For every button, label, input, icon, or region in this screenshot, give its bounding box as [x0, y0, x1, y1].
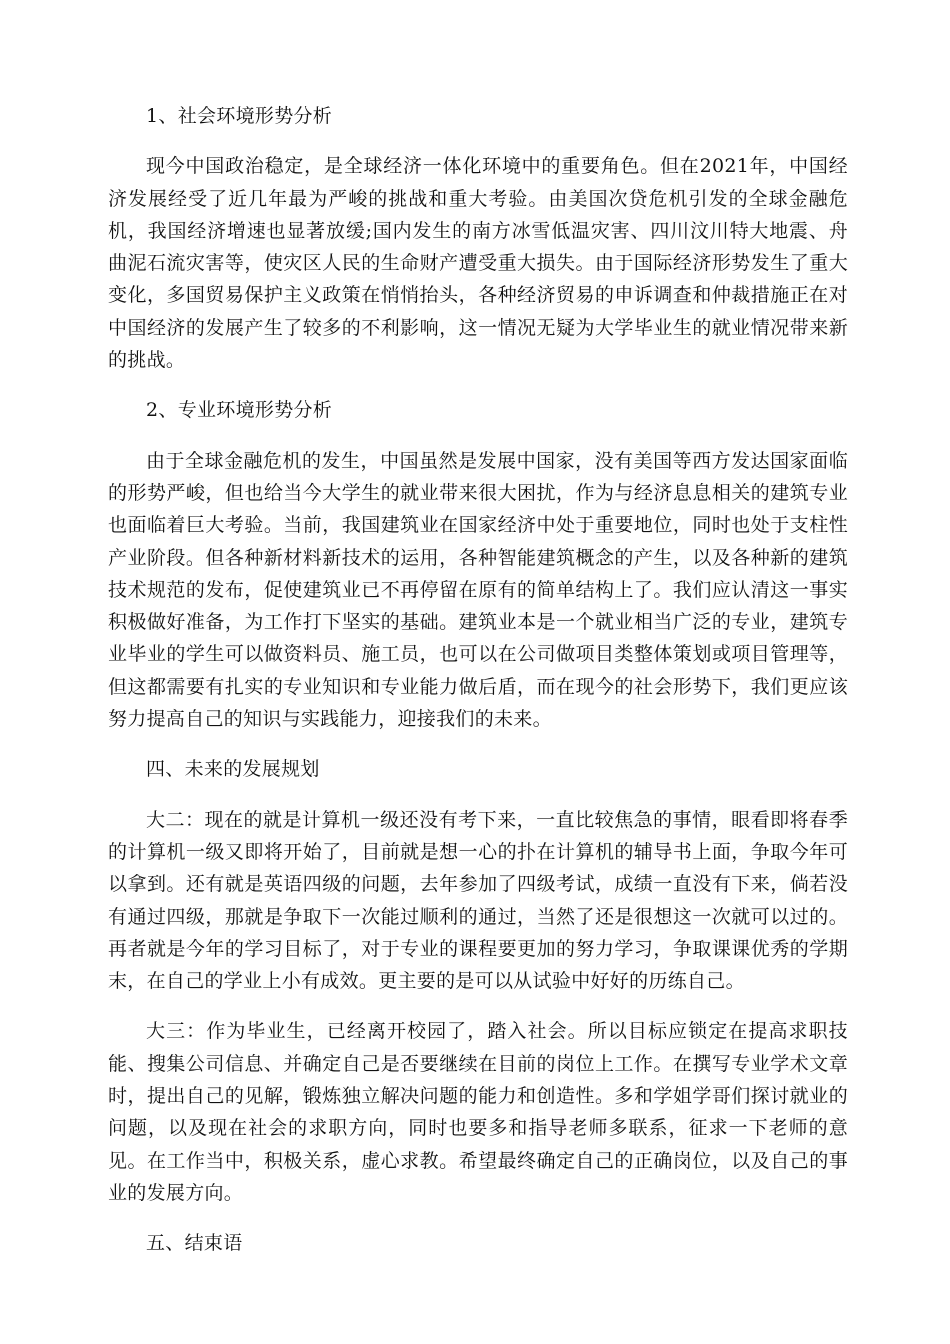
- section-heading-professional-environment: 2、专业环境形势分析: [146, 399, 333, 422]
- document-body: [108, 100, 848, 1278]
- paragraph-sophomore-plan: 大二：现在的就是计算机一级还没有考下来，一直比较焦急的事情，眼看即将春季的计算机一级又即将开始了，目前就是想一心的扑在计算机的辅导书上面，争取今年可以拿到。还有就是英语四级的问题，去年参加了四级考试，成绩一直没有下来，倘若没有通过四级，那就是争取下一次能过顺利的通过，当然了还是很想这一次就可以过的。再者就是今年的学习目标了，对于专业的课程要更加的努力学习，争取课课优秀的学期末，在自己的学业上小有成效。更主要的是可以从试验中好好的历练自己。: [108, 808, 848, 993]
- paragraph-professional-environment: 由于全球金融危机的发生，中国虽然是发展中国家，没有美国等西方发达国家面临的形势严峻，但也给当今大学生的就业带来很大困扰，作为与经济息息相关的建筑专业也面临着巨大考验。当前，我国建筑业在国家经济中处于重要地位，同时也处于支柱性产业阶段。但各种新材料新技术的运用，各种智能建筑概念的产生，以及各种新的建筑技术规范的发布，促使建筑业已不再停留在原有的简单结构上了。我们应认清这一事实积极做好准备，为工作打下坚实的基础。建筑业本是一个就业相当广泛的专业，建筑专业毕业的学生可以做资料员、施工员，也可以在公司做项目类整体策划或项目管理等，但这都需要有扎实的专业知识和专业能力做后盾，而在现今的社会形势下，我们更应该努力提高自己的知识与实践能力，迎接我们的未来。: [108, 449, 848, 731]
- section-heading-conclusion: 五、结束语: [146, 1232, 243, 1255]
- paragraph-social-environment: 现今中国政治稳定，是全球经济一体化环境中的重要角色。但在2021年，中国经济发展经受了近几年最为严峻的挑战和重大考验。由美国次贷危机引发的全球金融危机，我国经济增速也显著放缓;国内发生的南方冰雪低温灾害、四川汶川特大地震、舟曲泥石流灾害等，使灾区人民的生命财产遭受重大损失。由于国际经济形势发生了重大变化，多国贸易保护主义政策在悄悄抬头，各种经济贸易的申诉调查和仲裁措施正在对中国经济的发展产生了较多的不利影响，这一情况无疑为大学毕业生的就业情况带来新的挑战。: [108, 155, 848, 372]
- section-heading-social-environment: 1、社会环境形势分析: [146, 105, 333, 127]
- paragraph-junior-plan: 大三：作为毕业生，已经离开校园了，踏入社会。所以目标应锁定在提高求职技能、搜集公司信息、并确定自己是否要继续在目前的岗位上工作。在撰写专业学术文章时，提出自己的见解，锻炼独立解决问题的能力和创造性。多和学姐学哥们探讨就业的问题，以及现在社会的求职方向，同时也要多和指导老师多联系，征求一下老师的意见。在工作当中，积极关系，虚心求教。希望最终确定自己的正确岗位，以及自己的事业的发展方向。: [108, 1020, 848, 1204]
- section-heading-future-plan: 四、未来的发展规划: [146, 758, 320, 781]
